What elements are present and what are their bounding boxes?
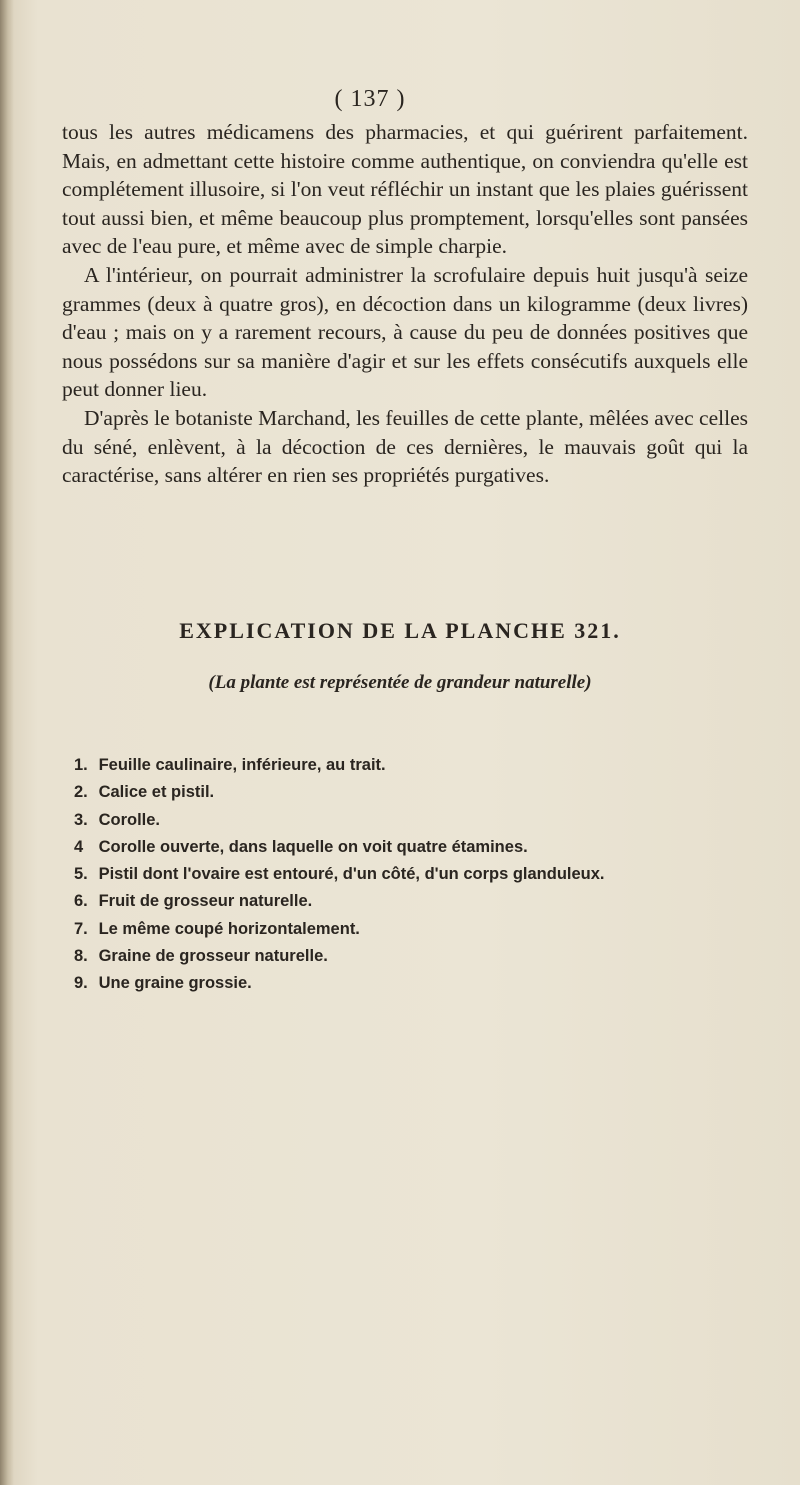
paragraph: A l'intérieur, on pourrait administrer la scrofulaire depuis huit jusqu'à seize grammes (deux à quatre gros), en décoction dans un kilogramme (deux livres) d'eau ; mais on y a rarement recours, à cause du peu de données positives que nous possédons sur sa manière d'agir et sur les effets consécutifs auxquels elle peut donner lieu. [62, 262, 748, 402]
legend-number: 7. [74, 919, 88, 938]
legend-text: Calice et pistil. [98, 783, 215, 802]
legend-text: Le même coupé horizontalement. [98, 919, 360, 938]
legend-text: Feuille caulinaire, inférieure, au trait. [98, 756, 386, 774]
plate-legend [74, 752, 754, 998]
legend-text: Graine de grosseur naturelle. [98, 947, 328, 966]
legend-text: Pistil dont l'ovaire est entouré, d'un côté, d'un corps glanduleux. [98, 865, 605, 884]
legend-item [74, 834, 754, 861]
legend-number: 5. [74, 865, 88, 884]
legend-item [74, 752, 754, 779]
legend-number: 1. [74, 756, 88, 774]
legend-number: 6. [74, 892, 88, 911]
legend-item [74, 807, 754, 834]
legend-item [74, 943, 754, 970]
body-text [62, 118, 748, 490]
legend-item [74, 888, 754, 915]
legend-item [74, 861, 754, 888]
legend-number: 3. [74, 810, 88, 829]
plate-subtitle: (La plante est représentée de grandeur naturelle) [208, 672, 592, 693]
legend-text: Corolle ouverte, dans laquelle on voit quatre étamines. [98, 837, 528, 856]
legend-number: 9. [74, 974, 88, 993]
legend-item [74, 970, 754, 997]
legend-item [74, 779, 754, 806]
legend-number: 4 [74, 837, 84, 856]
paragraph: D'après le botaniste Marchand, les feuilles de cette plante, mêlées avec celles du séné, enlèvent, à la décoction de ces dernières, le mauvais goût qui la caractérise, sans altérer en rien ses propriétés purgatives. [62, 405, 748, 488]
legend-text: Corolle. [98, 810, 161, 829]
legend-item [74, 916, 754, 943]
legend-text: Fruit de grosseur naturelle. [98, 892, 313, 911]
legend-number: 2. [74, 783, 88, 802]
section-title: EXPLICATION DE LA PLANCHE 321. [179, 618, 621, 643]
legend-number: 8. [74, 947, 88, 966]
page-number: ( 137 ) [334, 86, 406, 112]
legend-text: Une graine grossie. [98, 974, 252, 993]
paragraph: tous les autres médicamens des pharmacies, et qui guérirent parfaitement. Mais, en admettant cette histoire comme authentique, on conviendra qu'elle est complétement illusoire, si l'on veut réfléchir un instant que les plaies guérissent tout aussi bien, et même beaucoup plus promptement, lorsqu'elles sont pansées avec de l'eau pure, et même avec de simple charpie. [62, 120, 748, 259]
